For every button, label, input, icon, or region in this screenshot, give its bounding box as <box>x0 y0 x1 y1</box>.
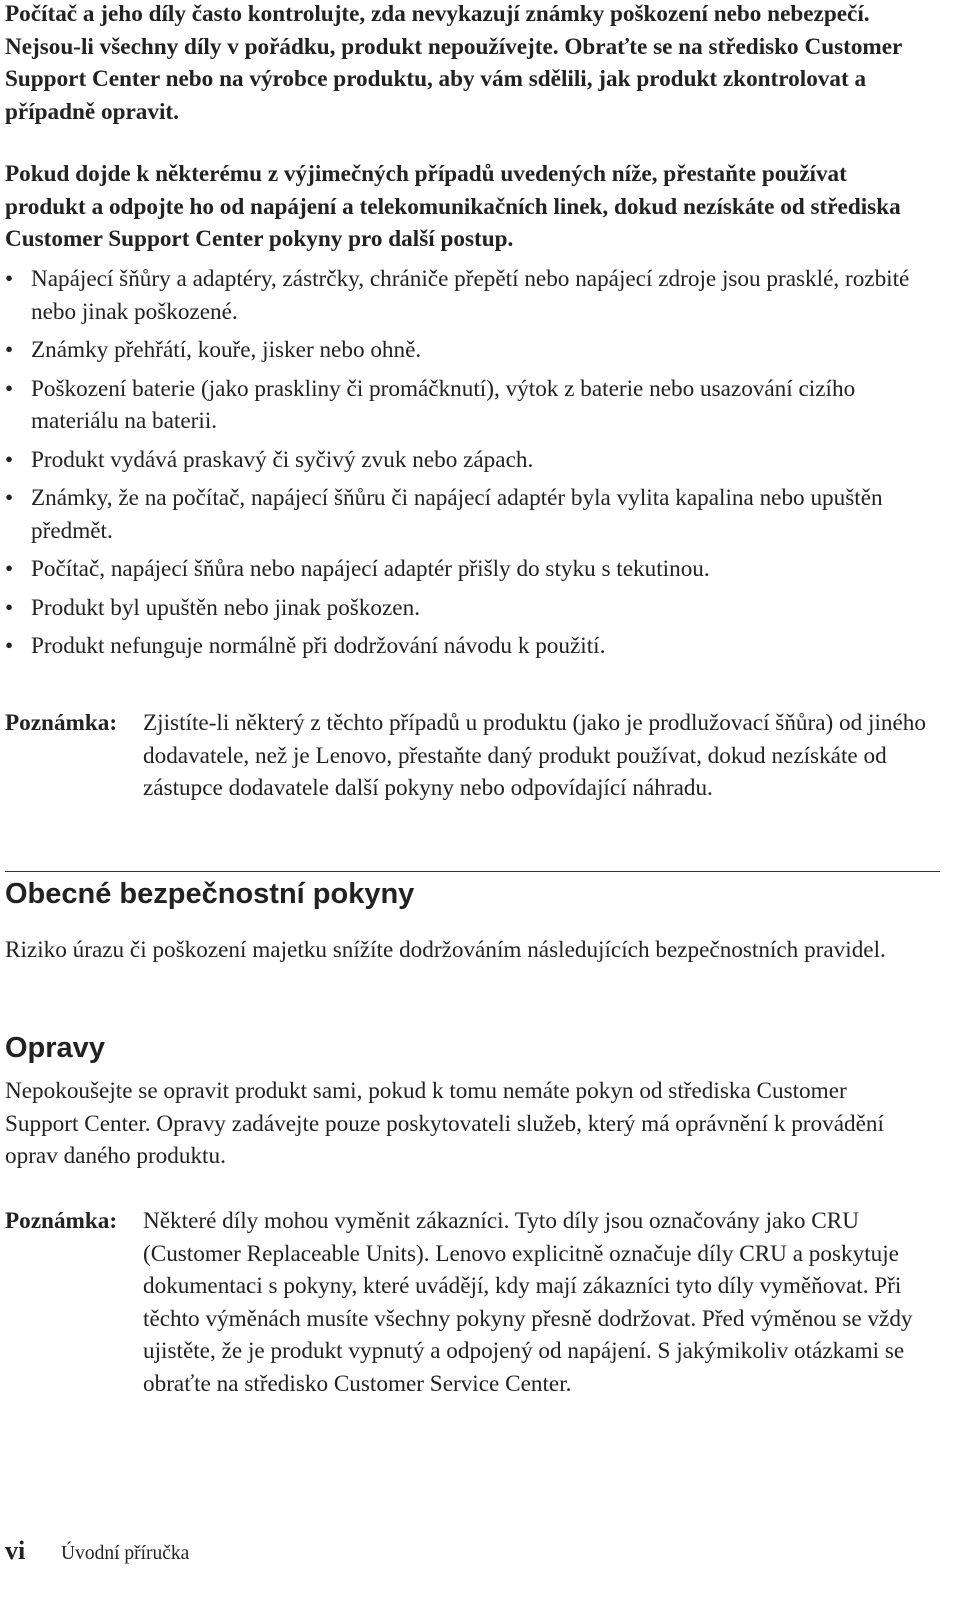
list-item-text: Napájecí šňůry a adaptéry, zástrčky, chrániče přepětí nebo napájecí zdroje jsou prasklé, rozbité nebo jinak poškozené. <box>31 266 910 325</box>
bullet-icon: • <box>5 375 14 402</box>
note-block <box>5 707 935 805</box>
list-item <box>5 334 930 367</box>
footer-title: Úvodní příručka <box>61 1543 190 1564</box>
page-number: vi <box>5 1536 26 1565</box>
list-item-text: Poškození baterie (jako praskliny či promáčknutí), výtok z baterie nebo usazování cizího materiálu na baterii. <box>31 375 856 434</box>
list-item-text: Počítač, napájecí šňůra nebo napájecí adaptér přišly do styku s tekutinou. <box>31 556 710 582</box>
list-item-text: Známky přehřátí, kouře, jisker nebo ohně. <box>31 337 422 363</box>
list-item <box>5 592 930 625</box>
note-block <box>5 1205 935 1400</box>
note-text: Zjistíte-li některý z těchto případů u produktu (jako je prodlužovací šňůra) od jiného dodavatele, než je Lenovo, přestaňte daný produkt používat, dokud nezískáte od zástupce dodavatele další pokyny nebo odpovídající náhradu. <box>143 710 926 801</box>
list-item-text: Produkt nefunguje normálně při dodržování návodu k použití. <box>31 633 606 659</box>
note-label: Poznámka: <box>5 710 118 736</box>
page-footer <box>5 1536 189 1566</box>
section-heading-repairs: Opravy <box>5 1032 105 1064</box>
note-label: Poznámka: <box>5 1208 118 1234</box>
note-text: Některé díly mohou vyměnit zákazníci. Tyto díly jsou označovány jako CRU (Customer Replaceable Units). Lenovo explicitně označuje díly CRU a poskytuje dokumentaci s pokyny, které uvádějí, kdy mají zákazníci tyto díly vyměňovat. Při těchto výměnách musíte všechny pokyny přesně dodržovat. Před výměnou se vždy ujistěte, že je produkt vypnutý a odpojený od napájení. S jakýmikoliv otázkami se obraťte na středisko Customer Service Center. <box>143 1208 913 1397</box>
bullet-icon: • <box>5 633 14 659</box>
bullet-icon: • <box>5 446 14 473</box>
bullet-icon: • <box>5 337 14 363</box>
list-item-text: Známky, že na počítač, napájecí šňůru či napájecí adaptér byla vylita kapalina nebo upuštěn předmět. <box>31 485 883 544</box>
list-item <box>5 444 930 477</box>
intro-paragraph: Počítač a jeho díly často kontrolujte, zda nevykazují známky poškození nebo nebezpečí. Nejsou-li všechny díly v pořádku, produkt nepoužívejte. Obraťte se na středisko Customer Support Center nebo na výrobce produktu, aby vám sdělili, jak produkt zkontrolovat a případně opravit. <box>5 1 902 125</box>
bullet-icon: • <box>5 556 14 582</box>
list-item-text: Produkt byl upuštěn nebo jinak poškozen. <box>31 594 420 621</box>
general-paragraph: Riziko úrazu či poškození majetku snížíte dodržováním následujících bezpečnostních pravidel. <box>5 937 886 963</box>
bullet-icon: • <box>5 266 14 292</box>
hazard-list <box>5 263 930 663</box>
repairs-paragraph: Nepokoušejte se opravit produkt sami, pokud k tomu nemáte pokyn od střediska Customer Support Center. Opravy zadávejte pouze poskytovateli služeb, který má oprávnění k provádění oprav daného produktu. <box>5 1078 884 1169</box>
list-item-text: Produkt vydává praskavý či syčivý zvuk nebo zápach. <box>31 446 534 473</box>
bullet-icon: • <box>5 594 14 621</box>
list-item <box>5 263 930 328</box>
section-divider <box>5 871 940 872</box>
warning-paragraph: Pokud dojde k některému z výjimečných případů uvedených níže, přestaňte používat produkt a odpojte ho od napájení a telekomunikačních linek, dokud nezískáte od střediska Customer Support Center pokyny pro další postup. <box>5 161 901 252</box>
list-item <box>5 630 930 663</box>
list-item <box>5 373 930 438</box>
section-heading-general: Obecné bezpečnostní pokyny <box>5 878 415 910</box>
list-item <box>5 482 930 547</box>
bullet-icon: • <box>5 485 14 511</box>
list-item <box>5 553 930 586</box>
